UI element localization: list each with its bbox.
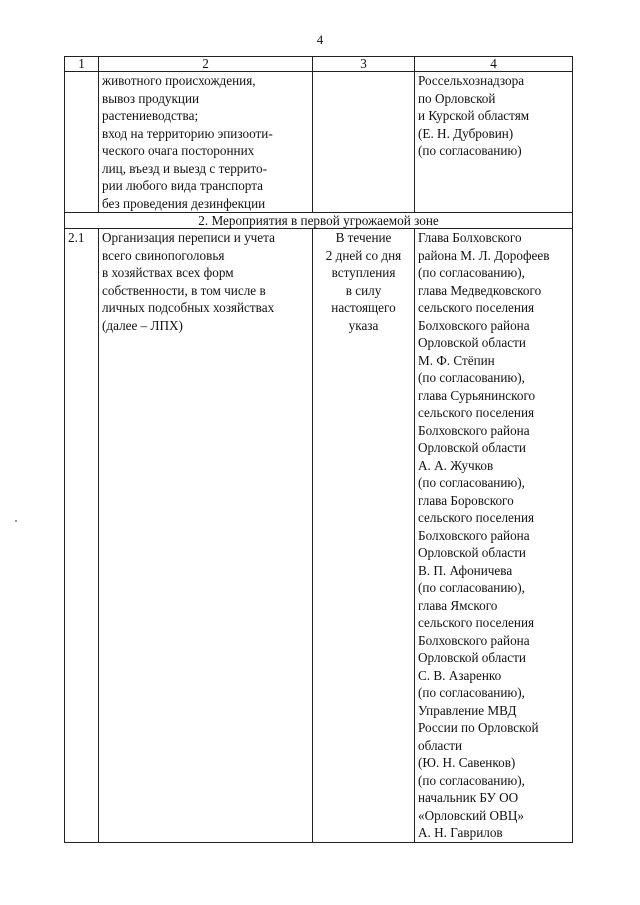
header-cell-1: 1 [65, 57, 99, 72]
continued-deadline-cell [313, 72, 415, 213]
header-cell-3: 3 [313, 57, 415, 72]
item-description-cell: Организация переписи и учета всего свинопоголовья в хозяйствах всех форм собственности, в том числе в личных подсобных хозяйствах (далее – ЛПХ) [99, 229, 313, 843]
continued-description-cell: животного происхождения, вывоз продукции растениеводства; вход на территорию эпизооти- ческого очага посторонних лиц, въезд и выезд с террито- рии любого вида транспорта без проведения дезинфекции [99, 72, 313, 213]
item-responsible-cell: Глава Болховского района М. Л. Дорофеев (по согласованию), глава Медведковского сельского поселения Болховского района Орловской области М. Ф. Стёпин (по согласованию), глава Сурьянинского сельского поселения Болховского района Орловской области А. А. Жучков (по согласованию), глава Боровского сельского поселения Болховского района Орловской области В. П. Афоничева (по согласованию), глава Ямского сельского поселения Болховского района Орловской области С. В. Азаренко (по согласованию), Управление МВД России по Орловской области (Ю. Н. Савенков) (по согласованию), начальник БУ ОО «Орловский ОВЦ» А. Н. Гаврилов [415, 229, 573, 843]
header-cell-4: 4 [415, 57, 573, 72]
measures-table [64, 56, 573, 843]
item-number-cell: 2.1 [65, 229, 99, 843]
scan-dot [15, 520, 17, 522]
table-header-row [65, 57, 573, 72]
table-row-continued [65, 72, 573, 213]
page-number: 4 [316, 32, 324, 47]
table-row-2-1 [65, 229, 573, 843]
section-title: 2. Мероприятия в первой угрожаемой зоне [65, 213, 573, 229]
item-deadline-cell: В течение 2 дней со дня вступления в силу настоящего указа [313, 229, 415, 843]
section-title-row [65, 213, 573, 229]
continued-responsible-cell: Россельхознадзора по Орловской и Курской областям (Е. Н. Дубровин) (по согласованию) [415, 72, 573, 213]
continued-number-cell [65, 72, 99, 213]
header-cell-2: 2 [99, 57, 313, 72]
